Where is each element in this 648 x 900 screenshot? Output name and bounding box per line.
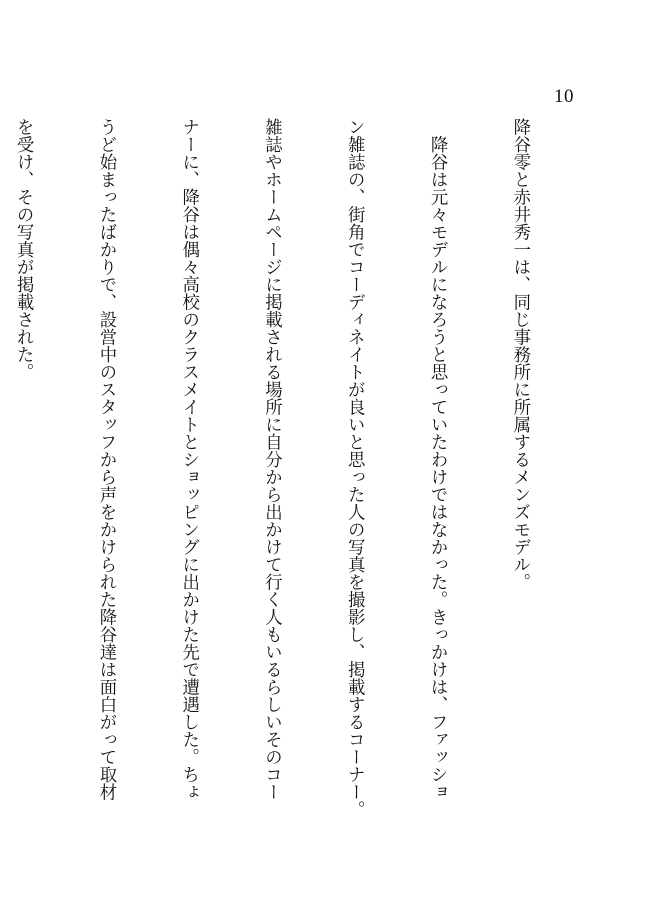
text-line: 降谷は元々モデルになろうと思っていたわけではなかった。きっかけは、ファッショ	[427, 118, 448, 801]
text-line: ナーに、降谷は偶々高校のクラスメイトとショッピングに出かけた先で遭遇した。ちょ	[178, 118, 199, 801]
text-line: 雑誌やホームページに掲載される場所に自分から出かけて行く人もいるらしいそのコー	[261, 118, 282, 801]
text-line: 降谷零と赤井秀一は、同じ事務所に所属するメンズモデル。	[509, 118, 530, 591]
text-line: ン雑誌の、街角でコーディネイトが良いと思った人の写真を撮影し、掲載するコーナー。	[344, 118, 365, 818]
body-text	[13, 118, 588, 838]
text-line: うど始まったばかりで、設営中のスタッフから声をかけられた降谷達は面白がって取材	[95, 118, 116, 801]
text-line: を受け、その写真が掲載された。	[13, 118, 34, 381]
page-number: 10	[554, 86, 574, 107]
